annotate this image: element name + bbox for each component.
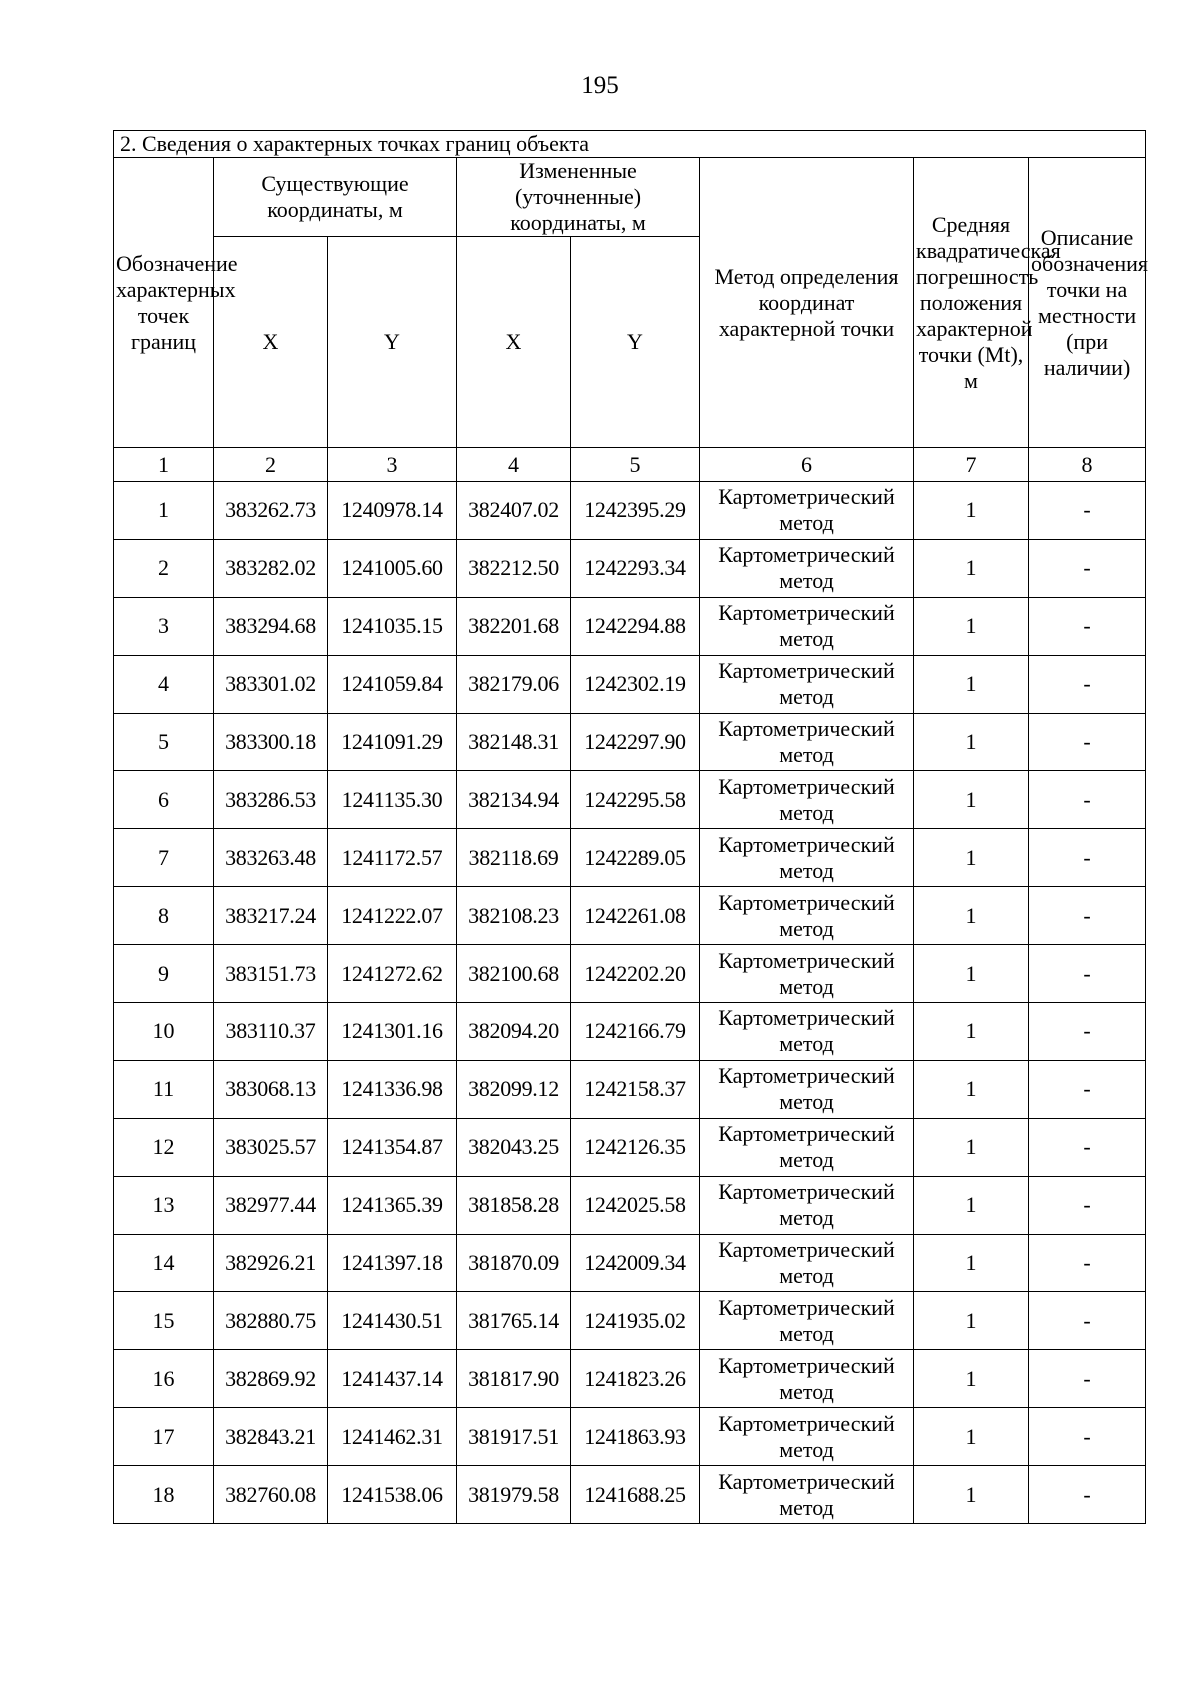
- existing-y-cell: 1241059.84: [328, 655, 457, 713]
- column-number-row: [114, 448, 1146, 482]
- table-row: [114, 482, 1146, 540]
- accuracy-cell: 1: [914, 1003, 1029, 1061]
- existing-y-cell: 1241538.06: [328, 1466, 457, 1524]
- existing-y-cell: 1241365.39: [328, 1176, 457, 1234]
- existing-x-cell: 382760.08: [214, 1466, 328, 1524]
- accuracy-cell: 1: [914, 539, 1029, 597]
- method-cell: Картометрический метод: [700, 887, 914, 945]
- table-row: [114, 887, 1146, 945]
- existing-x-cell: 383068.13: [214, 1060, 328, 1118]
- column-number: 3: [328, 448, 457, 482]
- existing-y-cell: 1241301.16: [328, 1003, 457, 1061]
- table-row: [114, 1003, 1146, 1061]
- method-cell: Картометрический метод: [700, 1234, 914, 1292]
- existing-x-cell: 382843.21: [214, 1408, 328, 1466]
- changed-x-cell: 382212.50: [457, 539, 571, 597]
- existing-x-cell: 383282.02: [214, 539, 328, 597]
- point-id-cell: 12: [114, 1118, 214, 1176]
- table-row: [114, 1408, 1146, 1466]
- table-row: [114, 1176, 1146, 1234]
- changed-x-cell: 382094.20: [457, 1003, 571, 1061]
- existing-x-cell: 383025.57: [214, 1118, 328, 1176]
- method-cell: Картометрический метод: [700, 597, 914, 655]
- column-number: 5: [571, 448, 700, 482]
- description-cell: -: [1029, 713, 1146, 771]
- point-id-cell: 14: [114, 1234, 214, 1292]
- method-cell: Картометрический метод: [700, 1350, 914, 1408]
- existing-x-cell: 382869.92: [214, 1350, 328, 1408]
- table-row: [114, 1060, 1146, 1118]
- column-number: 2: [214, 448, 328, 482]
- existing-y-cell: 1241222.07: [328, 887, 457, 945]
- section-title-row: [114, 131, 1146, 158]
- existing-y-cell: 1241091.29: [328, 713, 457, 771]
- header-existing-x: X: [214, 237, 328, 448]
- changed-y-cell: 1242158.37: [571, 1060, 700, 1118]
- accuracy-cell: 1: [914, 655, 1029, 713]
- method-cell: Картометрический метод: [700, 1118, 914, 1176]
- changed-x-cell: 381817.90: [457, 1350, 571, 1408]
- description-cell: -: [1029, 1118, 1146, 1176]
- accuracy-cell: 1: [914, 713, 1029, 771]
- table-row: [114, 655, 1146, 713]
- table-row: [114, 829, 1146, 887]
- point-id-cell: 8: [114, 887, 214, 945]
- description-cell: -: [1029, 1408, 1146, 1466]
- existing-x-cell: 383110.37: [214, 1003, 328, 1061]
- accuracy-cell: 1: [914, 945, 1029, 1003]
- description-cell: -: [1029, 771, 1146, 829]
- changed-x-cell: 381870.09: [457, 1234, 571, 1292]
- method-cell: Картометрический метод: [700, 945, 914, 1003]
- changed-x-cell: 382201.68: [457, 597, 571, 655]
- accuracy-cell: 1: [914, 1350, 1029, 1408]
- existing-y-cell: 1241336.98: [328, 1060, 457, 1118]
- changed-x-cell: 382407.02: [457, 482, 571, 540]
- changed-x-cell: 382179.06: [457, 655, 571, 713]
- method-cell: Картометрический метод: [700, 1176, 914, 1234]
- description-cell: -: [1029, 829, 1146, 887]
- column-number: 8: [1029, 448, 1146, 482]
- accuracy-cell: 1: [914, 597, 1029, 655]
- table-row: [114, 713, 1146, 771]
- changed-x-cell: 381917.51: [457, 1408, 571, 1466]
- changed-x-cell: 382118.69: [457, 829, 571, 887]
- changed-x-cell: 382148.31: [457, 713, 571, 771]
- page-number: 195: [581, 72, 619, 99]
- changed-y-cell: 1242395.29: [571, 482, 700, 540]
- existing-y-cell: 1241354.87: [328, 1118, 457, 1176]
- point-id-cell: 9: [114, 945, 214, 1003]
- changed-x-cell: 381858.28: [457, 1176, 571, 1234]
- existing-x-cell: 383263.48: [214, 829, 328, 887]
- point-id-cell: 18: [114, 1466, 214, 1524]
- accuracy-cell: 1: [914, 1466, 1029, 1524]
- description-cell: -: [1029, 887, 1146, 945]
- description-cell: -: [1029, 482, 1146, 540]
- section-title: 2. Сведения о характерных точках границ объекта: [114, 131, 1146, 158]
- method-cell: Картометрический метод: [700, 829, 914, 887]
- header-row: [114, 158, 1146, 237]
- point-id-cell: 17: [114, 1408, 214, 1466]
- changed-x-cell: 382100.68: [457, 945, 571, 1003]
- method-cell: Картометрический метод: [700, 482, 914, 540]
- existing-y-cell: 1241035.15: [328, 597, 457, 655]
- existing-x-cell: 383286.53: [214, 771, 328, 829]
- method-cell: Картометрический метод: [700, 655, 914, 713]
- changed-y-cell: 1241823.26: [571, 1350, 700, 1408]
- accuracy-cell: 1: [914, 482, 1029, 540]
- header-description: Описание обозначения точки на местности (при наличии): [1029, 158, 1146, 448]
- description-cell: -: [1029, 945, 1146, 1003]
- description-cell: -: [1029, 655, 1146, 713]
- changed-y-cell: 1242126.35: [571, 1118, 700, 1176]
- description-cell: -: [1029, 1060, 1146, 1118]
- point-id-cell: 3: [114, 597, 214, 655]
- point-id-cell: 7: [114, 829, 214, 887]
- header-changed-y: Y: [571, 237, 700, 448]
- description-cell: -: [1029, 1350, 1146, 1408]
- existing-x-cell: 383301.02: [214, 655, 328, 713]
- point-id-cell: 4: [114, 655, 214, 713]
- point-id-cell: 1: [114, 482, 214, 540]
- table-row: [114, 597, 1146, 655]
- point-id-cell: 16: [114, 1350, 214, 1408]
- point-id-cell: 10: [114, 1003, 214, 1061]
- existing-y-cell: 1241437.14: [328, 1350, 457, 1408]
- accuracy-cell: 1: [914, 1408, 1029, 1466]
- description-cell: -: [1029, 1466, 1146, 1524]
- point-id-cell: 5: [114, 713, 214, 771]
- changed-y-cell: 1242302.19: [571, 655, 700, 713]
- table-row: [114, 1292, 1146, 1350]
- existing-y-cell: 1241430.51: [328, 1292, 457, 1350]
- changed-y-cell: 1242294.88: [571, 597, 700, 655]
- method-cell: Картометрический метод: [700, 771, 914, 829]
- table-row: [114, 539, 1146, 597]
- point-id-cell: 2: [114, 539, 214, 597]
- changed-y-cell: 1242202.20: [571, 945, 700, 1003]
- existing-y-cell: 1241005.60: [328, 539, 457, 597]
- changed-x-cell: 382099.12: [457, 1060, 571, 1118]
- method-cell: Картометрический метод: [700, 1466, 914, 1524]
- method-cell: Картометрический метод: [700, 539, 914, 597]
- changed-y-cell: 1242295.58: [571, 771, 700, 829]
- column-number: 1: [114, 448, 214, 482]
- changed-x-cell: 381979.58: [457, 1466, 571, 1524]
- description-cell: -: [1029, 1292, 1146, 1350]
- changed-y-cell: 1241935.02: [571, 1292, 700, 1350]
- existing-y-cell: 1241172.57: [328, 829, 457, 887]
- method-cell: Картометрический метод: [700, 1060, 914, 1118]
- point-id-cell: 6: [114, 771, 214, 829]
- table-row: [114, 1234, 1146, 1292]
- accuracy-cell: 1: [914, 771, 1029, 829]
- existing-x-cell: 383300.18: [214, 713, 328, 771]
- point-id-cell: 15: [114, 1292, 214, 1350]
- column-number: 7: [914, 448, 1029, 482]
- existing-x-cell: 383262.73: [214, 482, 328, 540]
- existing-x-cell: 383217.24: [214, 887, 328, 945]
- changed-x-cell: 382043.25: [457, 1118, 571, 1176]
- header-changed-x: X: [457, 237, 571, 448]
- description-cell: -: [1029, 1003, 1146, 1061]
- header-existing-coords: Существующие координаты, м: [214, 158, 457, 237]
- method-cell: Картометрический метод: [700, 1408, 914, 1466]
- changed-y-cell: 1242293.34: [571, 539, 700, 597]
- accuracy-cell: 1: [914, 887, 1029, 945]
- table-row: [114, 771, 1146, 829]
- changed-x-cell: 381765.14: [457, 1292, 571, 1350]
- description-cell: -: [1029, 1234, 1146, 1292]
- existing-y-cell: 1241272.62: [328, 945, 457, 1003]
- method-cell: Картометрический метод: [700, 1003, 914, 1061]
- existing-y-cell: 1241462.31: [328, 1408, 457, 1466]
- changed-y-cell: 1242166.79: [571, 1003, 700, 1061]
- header-existing-y: Y: [328, 237, 457, 448]
- column-number: 4: [457, 448, 571, 482]
- changed-y-cell: 1242025.58: [571, 1176, 700, 1234]
- changed-x-cell: 382108.23: [457, 887, 571, 945]
- description-cell: -: [1029, 597, 1146, 655]
- changed-y-cell: 1241688.25: [571, 1466, 700, 1524]
- existing-y-cell: 1241397.18: [328, 1234, 457, 1292]
- changed-y-cell: 1242297.90: [571, 713, 700, 771]
- table-row: [114, 945, 1146, 1003]
- changed-y-cell: 1241863.93: [571, 1408, 700, 1466]
- header-changed-coords: Измененные (уточненные) координаты, м: [457, 158, 700, 237]
- point-id-cell: 13: [114, 1176, 214, 1234]
- changed-y-cell: 1242009.34: [571, 1234, 700, 1292]
- description-cell: -: [1029, 539, 1146, 597]
- existing-x-cell: 382880.75: [214, 1292, 328, 1350]
- changed-y-cell: 1242261.08: [571, 887, 700, 945]
- boundary-points-table: [113, 130, 1149, 1524]
- changed-x-cell: 382134.94: [457, 771, 571, 829]
- table-row: [114, 1466, 1146, 1524]
- existing-x-cell: 382977.44: [214, 1176, 328, 1234]
- existing-x-cell: 383294.68: [214, 597, 328, 655]
- accuracy-cell: 1: [914, 1060, 1029, 1118]
- existing-y-cell: 1241135.30: [328, 771, 457, 829]
- header-accuracy: Средняя квадратическая погрешность положения характерной точки (Mt), м: [914, 158, 1029, 448]
- point-id-cell: 11: [114, 1060, 214, 1118]
- existing-x-cell: 382926.21: [214, 1234, 328, 1292]
- table-row: [114, 1118, 1146, 1176]
- method-cell: Картометрический метод: [700, 713, 914, 771]
- header-method: Метод определения координат характерной точки: [700, 158, 914, 448]
- header-point-id: Обозначение характерных точек границ: [114, 158, 214, 448]
- accuracy-cell: 1: [914, 1118, 1029, 1176]
- changed-y-cell: 1242289.05: [571, 829, 700, 887]
- existing-x-cell: 383151.73: [214, 945, 328, 1003]
- accuracy-cell: 1: [914, 1176, 1029, 1234]
- accuracy-cell: 1: [914, 1292, 1029, 1350]
- description-cell: -: [1029, 1176, 1146, 1234]
- column-number: 6: [700, 448, 914, 482]
- existing-y-cell: 1240978.14: [328, 482, 457, 540]
- method-cell: Картометрический метод: [700, 1292, 914, 1350]
- accuracy-cell: 1: [914, 829, 1029, 887]
- accuracy-cell: 1: [914, 1234, 1029, 1292]
- table-row: [114, 1350, 1146, 1408]
